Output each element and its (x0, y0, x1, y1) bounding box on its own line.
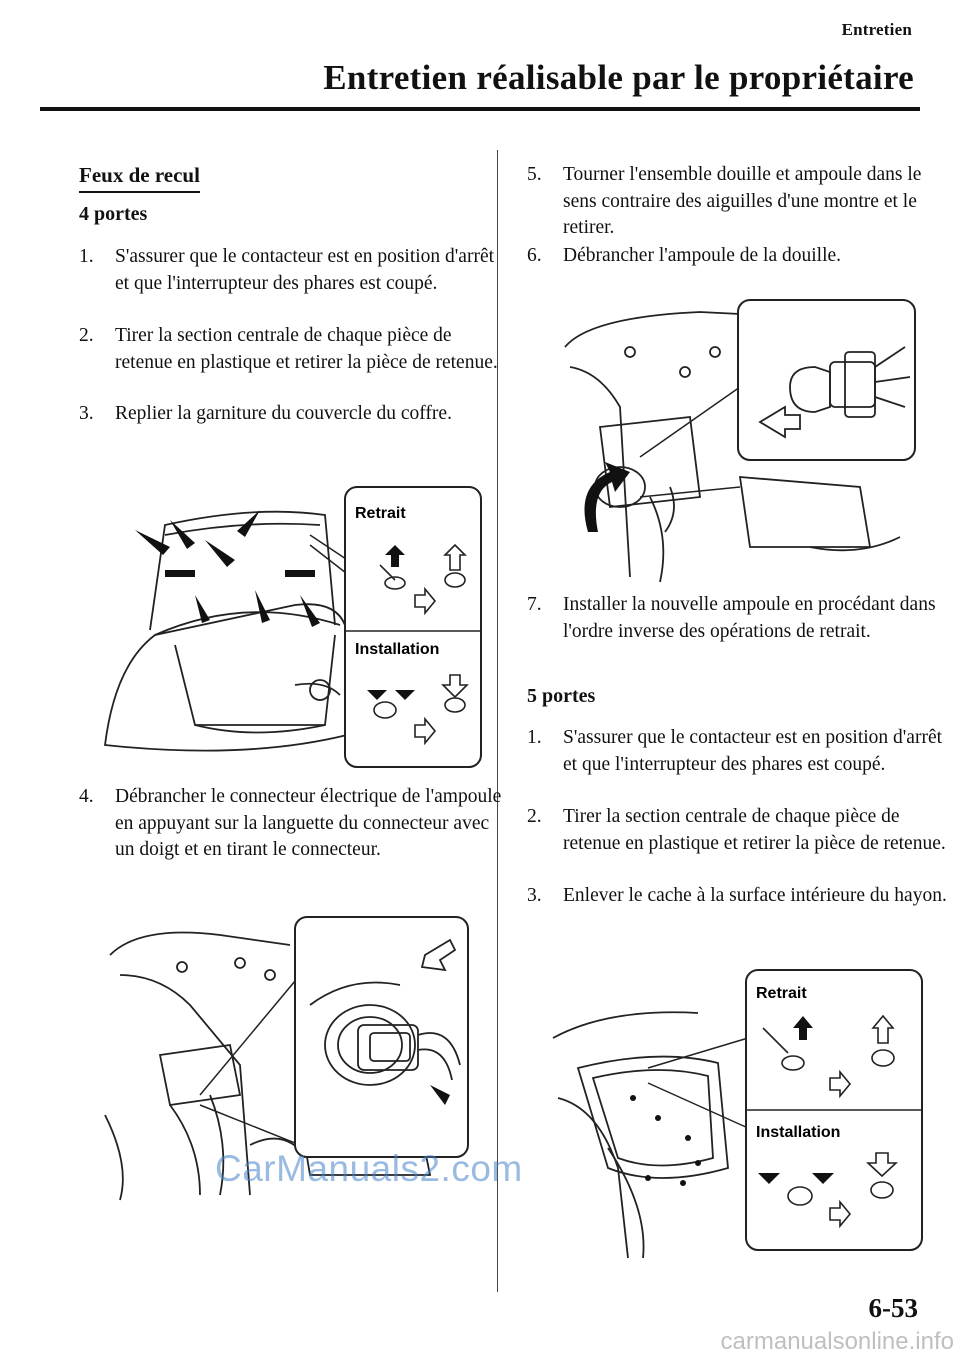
step-5: 5. Tourner l'ensemble douille et ampoule dans le sens contraire des aiguilles d'une montre et le retirer. (527, 164, 922, 238)
section-heading: Feux de recul (79, 163, 200, 193)
header-section: Entretien (841, 20, 912, 39)
subheading-4-doors: 4 portes (79, 203, 148, 225)
step-3: 3. Replier la garniture du couvercle du coffre. (79, 403, 452, 424)
step-4: 4. Débrancher le connecteur électrique de l'ampoule en appuyant sur la languette du connecteur avec un doigt et en tirant le connecteur. (79, 786, 502, 860)
step-1: 1. S'assurer que le contacteur est en position d'arrêt et que l'interrupteur des phares est coupé. (79, 246, 495, 294)
page-number: 6-53 (868, 1293, 918, 1323)
column-divider (497, 150, 498, 1292)
step-2: 2. Tirer la section centrale de chaque pièce de retenue en plastique et retirer la pièce de retenue. (79, 325, 498, 373)
figure4-label-removal: Retrait (756, 985, 807, 1002)
figure1-label-removal: Retrait (355, 505, 406, 522)
subheading-5-doors: 5 portes (527, 685, 596, 707)
figure4-label-install: Installation (756, 1124, 841, 1141)
step-5door-3: 3. Enlever le cache à la surface intérieure du hayon. (527, 885, 947, 906)
watermark: CarManuals2.com (215, 1148, 523, 1189)
footer-url[interactable]: carmanualsonline.info (720, 1328, 954, 1355)
step-7: 7. Installer la nouvelle ampoule en procédant dans l'ordre inverse des opérations de retrait. (527, 594, 936, 642)
figure-liftgate-cover (548, 968, 928, 1258)
step-6: 6. Débrancher l'ampoule de la douille. (527, 245, 842, 266)
page-title: Entretien réalisable par le propriétaire (323, 58, 914, 97)
figure-socket-removal (560, 297, 920, 587)
header-rule (40, 107, 920, 111)
figure1-label-install: Installation (355, 641, 440, 658)
step-5door-1: 1. S'assurer que le contacteur est en position d'arrêt et que l'interrupteur des phares est coupé. (527, 727, 943, 775)
figure-trunk-retainers (95, 485, 485, 775)
step-5door-2: 2. Tirer la section centrale de chaque pièce de retenue en plastique et retirer la pièce de retenue. (527, 806, 946, 854)
